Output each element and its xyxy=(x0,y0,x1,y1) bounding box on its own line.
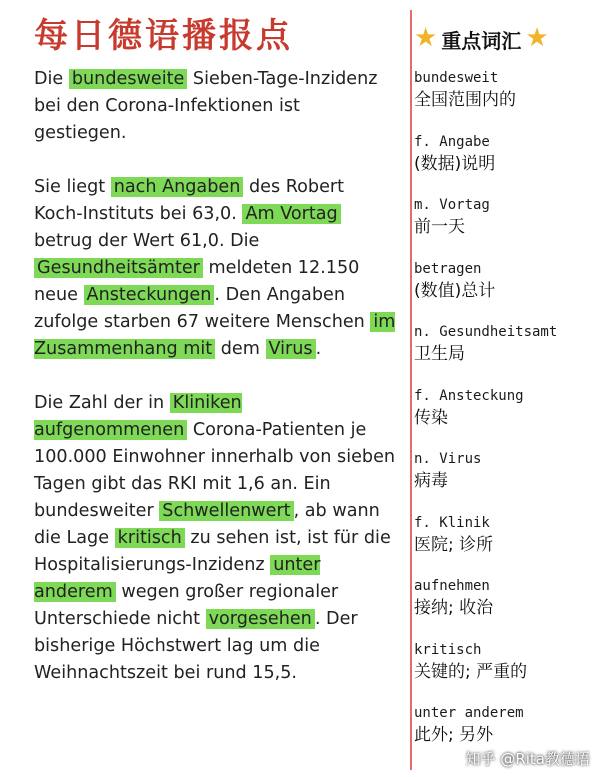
star-icon: ★ xyxy=(414,23,438,53)
highlighted-term: Schwellenwert xyxy=(159,501,293,521)
highlighted-term: unter anderem xyxy=(34,555,321,602)
vocab-german: f. Klinik xyxy=(414,514,490,531)
vocab-chinese: 医院; 诊所 xyxy=(414,534,494,555)
vocab-item xyxy=(414,386,600,450)
highlighted-term: bundesweite xyxy=(69,69,187,89)
vocab-sidebar xyxy=(414,18,600,767)
page-title: 每日德语播报点 xyxy=(34,16,293,56)
vocab-chinese: 卫生局 xyxy=(414,344,465,364)
star-icon: ★ xyxy=(525,23,549,53)
vocab-item xyxy=(414,449,600,513)
highlighted-term: Gesundheitsämter xyxy=(34,258,203,278)
vocab-item xyxy=(414,132,600,196)
vocab-chinese: (数据)说明 xyxy=(414,153,496,174)
highlighted-term: im Zusammenhang mit xyxy=(34,312,396,359)
vocab-item xyxy=(414,576,600,640)
vocab-title: 重点词汇 xyxy=(441,28,522,53)
highlighted-term: Ansteckungen xyxy=(84,285,215,305)
article-body xyxy=(34,66,396,714)
article-text: meldeten 12.150 neue xyxy=(34,258,360,305)
article-paragraph xyxy=(34,390,396,687)
article-paragraph xyxy=(34,66,396,147)
article-text: , ab wann die Lage xyxy=(34,501,380,548)
vocab-item xyxy=(414,259,600,323)
vocab-chinese: 全国范围内的 xyxy=(414,90,516,110)
vocab-chinese: 前一天 xyxy=(414,217,465,237)
vocab-list xyxy=(414,68,600,767)
vocab-item xyxy=(414,513,600,577)
highlighted-term: Am Vortag xyxy=(242,204,340,224)
vocab-chinese: 关键的; 严重的 xyxy=(414,661,528,682)
article-text: betrug der Wert 61,0. Die xyxy=(34,231,260,251)
divider-line xyxy=(410,10,412,770)
vocab-item xyxy=(414,322,600,386)
vocab-header xyxy=(414,18,600,60)
vocab-german: f. Angabe xyxy=(414,133,490,150)
article-paragraph xyxy=(34,174,396,363)
watermark: 知乎 @Rita教德语 xyxy=(465,750,590,768)
vocab-german: n. Virus xyxy=(414,451,482,467)
highlighted-term: Kliniken aufgenommenen xyxy=(34,393,242,440)
highlighted-term: nach Angaben xyxy=(111,177,244,197)
article-text: Die xyxy=(34,69,69,89)
article-text: wegen großer regionaler Unterschiede nicht xyxy=(34,582,339,629)
vocab-german: unter anderem xyxy=(414,705,524,721)
article-text: . Den Angaben zufolge starben 67 weitere Menschen xyxy=(34,285,371,332)
article-text: Sieben-Tage-Inzidenz bei den Corona-Infektionen ist gestiegen. xyxy=(34,69,378,143)
vocab-chinese: 此外; 另外 xyxy=(414,725,494,745)
vocab-item xyxy=(414,68,600,132)
vocab-chinese: 病毒 xyxy=(414,471,448,491)
vocab-item xyxy=(414,640,600,704)
article-text: . Der bisherige Höchstwert lag um die Weihnachtszeit bei rund 15,5. xyxy=(34,609,358,683)
article-text: Corona-Patienten je 100.000 Einwohner innerhalb von sieben Tagen gibt das RKI mit 1,6 an. Ein bundesweiter xyxy=(34,420,396,521)
article-text: des Robert Koch-Instituts bei 63,0. xyxy=(34,177,345,224)
highlighted-term: kritisch xyxy=(115,528,185,548)
article-text: Sie liegt xyxy=(34,177,111,197)
vocab-chinese: (数值)总计 xyxy=(414,280,496,301)
highlighted-term: Virus xyxy=(266,339,316,359)
vocab-german: kritisch xyxy=(414,641,482,658)
article-text: . xyxy=(315,339,322,359)
article-text: Die Zahl der in xyxy=(34,393,170,413)
vocab-german: betragen xyxy=(414,260,482,277)
article-text: dem xyxy=(215,339,266,359)
vocab-german: aufnehmen xyxy=(414,578,490,594)
vocab-chinese: 接纳; 收治 xyxy=(414,598,494,618)
vocab-german: m. Vortag xyxy=(414,197,490,213)
vocab-german: f. Ansteckung xyxy=(414,387,524,404)
vocab-item xyxy=(414,195,600,259)
vocab-german: bundesweit xyxy=(414,70,499,86)
highlighted-term: vorgesehen xyxy=(206,609,315,629)
vocab-german: n. Gesundheitsamt xyxy=(414,324,558,340)
vocab-chinese: 传染 xyxy=(414,407,448,428)
article-text: zu sehen ist, ist für die Hospitalisierungs-Inzidenz xyxy=(34,528,391,575)
